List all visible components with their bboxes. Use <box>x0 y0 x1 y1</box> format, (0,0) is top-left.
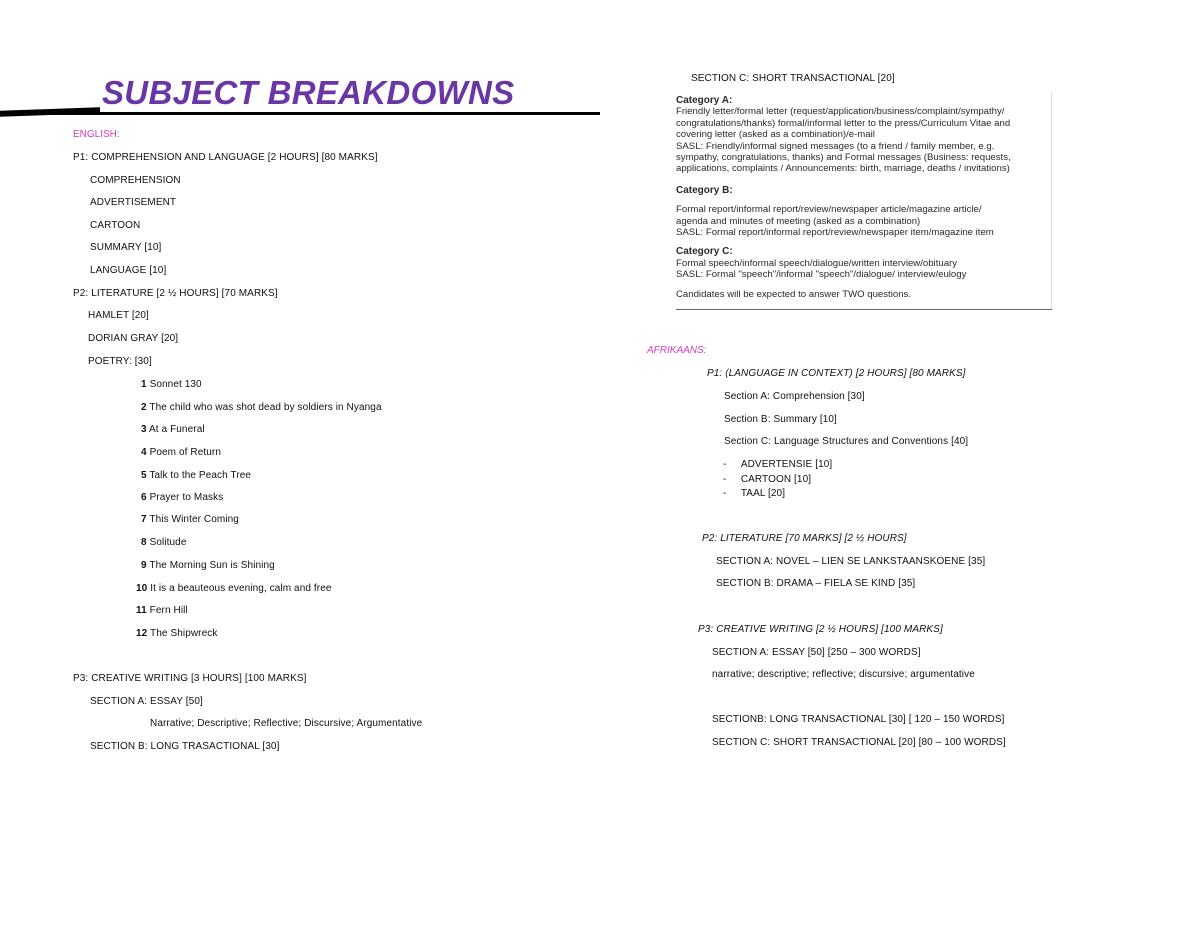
english-p3-section-b: SECTION B: LONG TRASACTIONAL [30] <box>90 741 280 752</box>
afrikaans-p2-heading: P2: LITERATURE [70 MARKS] [2 ½ HOURS] <box>702 533 907 544</box>
english-p3-section-a: SECTION A: ESSAY [50] <box>90 696 203 707</box>
box-right-rule <box>1051 92 1052 310</box>
afrikaans-p3-section-b: SECTIONB: LONG TRANSACTIONAL [30] [ 120 – 150 WORDS] <box>712 714 1005 725</box>
page-title: SUBJECT BREAKDOWNS <box>102 74 515 111</box>
afrikaans-p2-section: SECTION A: NOVEL – LIEN SE LANKSTAANSKOENE [35] <box>716 556 986 567</box>
poem-item: 11 Fern Hill <box>136 605 188 616</box>
english-p1-heading: P1: COMPREHENSION AND LANGUAGE [2 HOURS] [80 MARKS] <box>73 152 378 163</box>
category-c-line: SASL: Formal "speech"/informal "speech"/dialogue/ interview/eulogy <box>676 269 967 281</box>
english-label: ENGLISH: <box>73 129 120 140</box>
afrikaans-bullet: - ADVERTENSIE [10] <box>723 459 833 470</box>
category-a-line: applications, complaints / Announcements: birth, marriage, deaths / invitations) <box>676 163 1010 175</box>
poem-item: 3 At a Funeral <box>141 424 205 435</box>
afrikaans-p1-section: Section C: Language Structures and Conventions [40] <box>724 436 969 447</box>
english-p1-item: SUMMARY [10] <box>90 242 162 253</box>
poem-item: 9 The Morning Sun is Shining <box>141 560 275 571</box>
category-b-line: agenda and minutes of meeting (asked as a combination) <box>676 215 921 227</box>
box-bottom-rule <box>676 309 1052 310</box>
english-p2-item: DORIAN GRAY [20] <box>88 333 179 344</box>
afrikaans-p2-section: SECTION B: DRAMA – FIELA SE KIND [35] <box>716 578 916 589</box>
afrikaans-bullet: - TAAL [20] <box>723 488 786 499</box>
categories-note: Candidates will be expected to answer TWO questions. <box>676 288 911 300</box>
english-p1-item: ADVERTISEMENT <box>90 197 177 208</box>
afrikaans-p1-section: Section A: Comprehension [30] <box>724 391 865 402</box>
category-b-line: SASL: Formal report/informal report/review/newspaper item/magazine item <box>676 227 994 239</box>
poem-item: 12 The Shipwreck <box>136 628 218 639</box>
category-a-heading: Category A: <box>676 95 733 106</box>
english-p1-item: LANGUAGE [10] <box>90 265 167 276</box>
poem-item: 5 Talk to the Peach Tree <box>141 470 252 481</box>
category-a-line: congratulations/thanks) formal/informal letter to the press/Curriculum Vitae and <box>676 117 1011 129</box>
afrikaans-p1-section: Section B: Summary [10] <box>724 414 837 425</box>
category-c-line: Formal speech/informal speech/dialogue/written interview/obituary <box>676 257 958 269</box>
english-p2-heading: P2: LITERATURE [2 ½ HOURS] [70 MARKS] <box>73 288 278 299</box>
poem-item: 8 Solitude <box>141 537 187 548</box>
category-a-line: Friendly letter/formal letter (request/application/business/complaint/sympathy/ <box>676 106 1005 118</box>
category-c-heading: Category C: <box>676 246 733 258</box>
poem-item: 4 Poem of Return <box>141 447 221 458</box>
poem-item: 1 Sonnet 130 <box>141 379 202 390</box>
english-p3-essay-types: Narrative; Descriptive; Reflective; Discursive; Argumentative <box>150 718 423 729</box>
english-p2-item: POETRY: [30] <box>88 356 152 367</box>
afrikaans-p3-section-c: SECTION C: SHORT TRANSACTIONAL [20] [80 – 100 WORDS] <box>712 737 1006 748</box>
afrikaans-bullet: - CARTOON [10] <box>723 474 812 485</box>
english-p1-item: CARTOON <box>90 220 141 231</box>
english-p1-item: COMPREHENSION <box>90 175 181 186</box>
category-b-heading: Category B: <box>676 184 733 196</box>
afrikaans-p1-heading: P1: (LANGUAGE IN CONTEXT) [2 HOURS] [80 MARKS] <box>707 368 966 379</box>
category-a-line: covering letter (asked as a combination)/e-mail <box>676 129 875 141</box>
afrikaans-p3-section-a: SECTION A: ESSAY [50] [250 – 300 WORDS] <box>712 647 921 658</box>
title-rule-left <box>0 107 100 116</box>
poem-item: 7 This Winter Coming <box>141 514 239 525</box>
poem-item: 6 Prayer to Masks <box>141 492 224 503</box>
category-a-line: SASL: Friendly/informal signed messages (to a friend / family member, e.g. <box>676 140 995 152</box>
category-b-line: Formal report/informal report/review/newspaper article/magazine article/ <box>676 204 982 216</box>
afrikaans-p3-essay-types: narrative; descriptive; reflective; discursive; argumentative <box>712 669 975 680</box>
afrikaans-p3-heading: P3: CREATIVE WRITING [2 ½ HOURS] [100 MARKS] <box>698 624 943 635</box>
poem-item: 10 It is a beauteous evening, calm and free <box>136 583 332 594</box>
english-p2-item: HAMLET [20] <box>88 310 149 321</box>
category-a-line: sympathy, congratulations, thanks) and Formal messages (Business: requests, <box>676 152 1011 164</box>
section-c-heading: SECTION C: SHORT TRANSACTIONAL [20] <box>691 73 895 84</box>
poem-item: 2 The child who was shot dead by soldiers in Nyanga <box>141 402 382 413</box>
english-p3-heading: P3: CREATIVE WRITING [3 HOURS] [100 MARKS] <box>73 673 307 684</box>
afrikaans-label: AFRIKAANS: <box>647 345 707 356</box>
categories-image <box>676 92 1052 310</box>
